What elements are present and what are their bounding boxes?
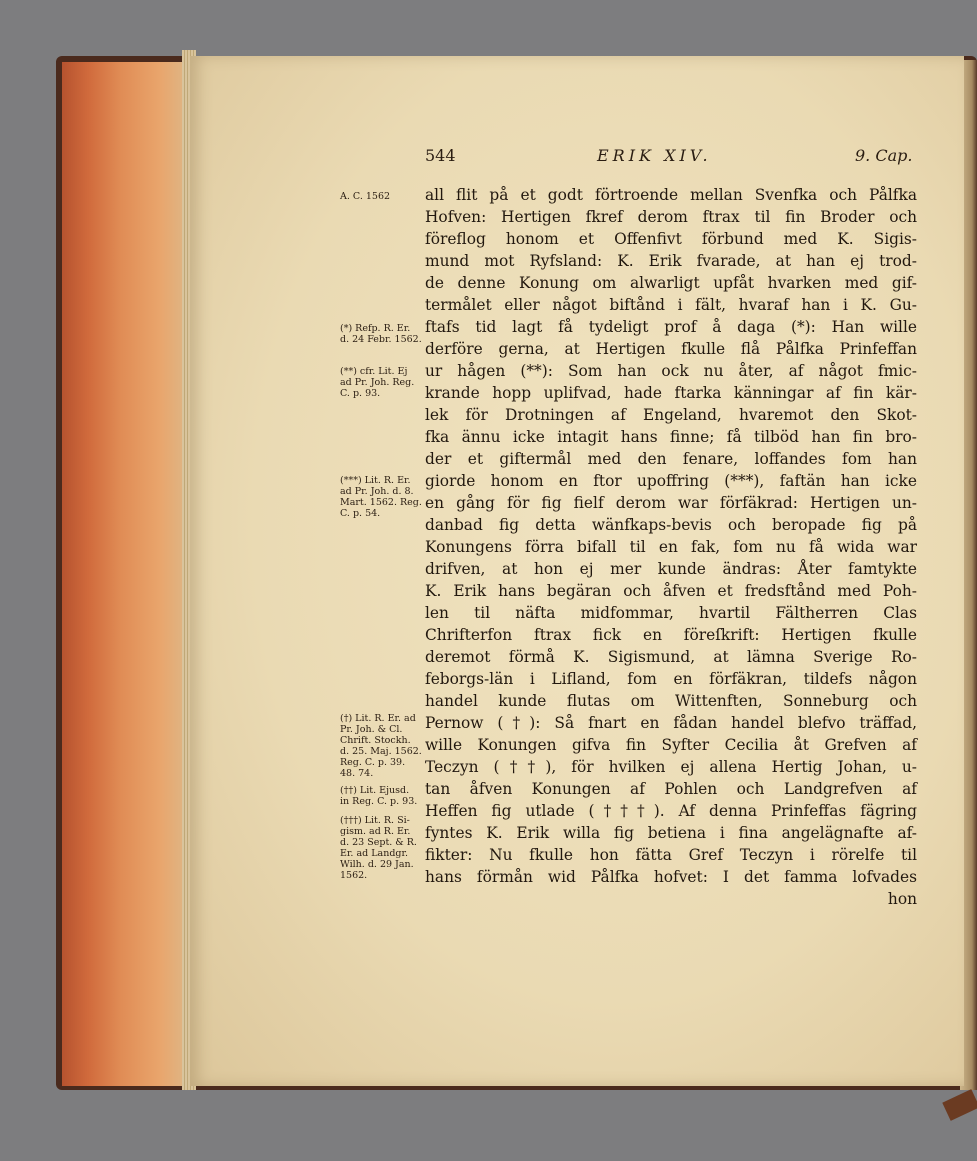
body-line: Chrifterfon ftrax fick en föreſkrift: Hertigen fkulle <box>425 626 917 644</box>
body-line: derföre gerna, at Hertigen fkulle flå Pålfka Prinfeffan <box>425 340 917 358</box>
body-line: föreflog honom et Offenfivt förbund med K. Sigis- <box>425 230 917 248</box>
body-line: drifven, at hon ej mer kunde ändras: Åter famtykte <box>425 560 917 578</box>
body-line: mund mot Ryfsland: K. Erik fvarade, at han ej trod- <box>425 252 917 270</box>
catchword: hon <box>887 890 917 908</box>
body-line: K. Erik hans begäran och åfven et fredsftånd med Poh- <box>425 582 917 600</box>
page-block-edge <box>62 62 192 1086</box>
body-line: termålet eller något biftånd i fält, hvaraf han i K. Gu- <box>425 296 917 314</box>
margin-note-ref-3: (***) Lit. R. Er. ad Pr. Joh. d. 8. Mart. 1562. Reg. C. p. 54. <box>340 475 422 519</box>
body-line: all flit på et godt förtroende mellan Svenfka och Pålfka <box>425 186 917 204</box>
page-number: 544 <box>425 146 456 165</box>
margin-note-ref-5: (††) Lit. Ejusd. in Reg. C. p. 93. <box>340 785 418 807</box>
margin-note-ref-4: (†) Lit. R. Er. ad Pr. Joh. & Cl. Chrift. Stockh. d. 25. Maj. 1562. Reg. C. p. 39. 48. 74. <box>340 713 422 779</box>
body-line: ftafs tid lagt få tydeligt prof å daga (*): Han wille <box>425 318 917 336</box>
body-line: len til näfta midfommar, hvartil Fältherren Clas <box>425 604 917 622</box>
margin-note-ref-1: (*) Refp. R. Er. d. 24 Febr. 1562. <box>340 323 422 345</box>
body-line: giorde honom en ftor upoffring (***), faftän han icke <box>425 472 917 490</box>
body-line: ur hågen (**): Som han ock nu åter, af något fmic- <box>425 362 917 380</box>
body-line: handel kunde flutas om Wittenften, Sonneburg och <box>425 692 917 710</box>
body-line: tan åfven Konungen af Pohlen och Landgrefven af <box>425 780 917 798</box>
body-line: krande hopp uplifvad, hade ftarka känningar af fin kär- <box>425 384 917 402</box>
body-line: Hofven: Hertigen fkref derom ftrax til fin Broder och <box>425 208 917 226</box>
bookmark-ribbon <box>942 1089 977 1121</box>
body-line: Pernow (†): Så fnart en fådan handel blefvo träffad, <box>425 714 917 732</box>
chapter-label: 9. Cap. <box>855 146 913 165</box>
body-line: fka ännu icke intagit hans finne; få tilböd han fin bro- <box>425 428 917 446</box>
body-line: der et giftermål med den fenare, loffandes fom han <box>425 450 917 468</box>
body-line: Heffen fig utlade (†††). Af denna Prinfeffas fägring <box>425 802 917 820</box>
body-line: de denne Konung om alwarligt upfåt hvarken med gif- <box>425 274 917 292</box>
body-line: fyntes K. Erik willa fig betiena i fina angelägnafte af- <box>425 824 917 842</box>
body-line: lek för Drotningen af Engeland, hvaremot den Skot- <box>425 406 917 424</box>
body-line: danbad fig detta wänfkaps-bevis och beropade fig på <box>425 516 917 534</box>
margin-note-ref-6: (†††) Lit. R. Si- gism. ad R. Er. d. 23 Sept. & R. Er. ad Landgr. Wilh. d. 29 Jan. 1562. <box>340 815 417 881</box>
body-line: feborgs-län i Lifland, fom en förfäkran, tildefs någon <box>425 670 917 688</box>
body-line: fikter: Nu fkulle hon fätta Gref Teczyn i rörelfe til <box>425 846 917 864</box>
body-line: en gång för fig fielf derom war förfäkrad: Hertigen un- <box>425 494 917 512</box>
running-title: ERIK XIV. <box>597 146 712 165</box>
body-line: wille Konungen gifva fin Syfter Cecilia åt Grefven af <box>425 736 917 754</box>
body-line: hans förmån wid Pålfka hofvet: I det famma lofvades <box>425 868 917 886</box>
body-line: Teczyn (††), för hvilken ej allena Hertig Johan, u- <box>425 758 917 776</box>
margin-note-year: A. C. 1562 <box>340 191 391 202</box>
body-line: deremot förmå K. Sigismund, at lämna Sverige Ro- <box>425 648 917 666</box>
body-line: Konungens förra bifall til en fak, fom nu få wida war <box>425 538 917 556</box>
margin-note-ref-2: (**) cfr. Lit. Ej ad Pr. Joh. Reg. C. p. 93. <box>340 366 415 399</box>
